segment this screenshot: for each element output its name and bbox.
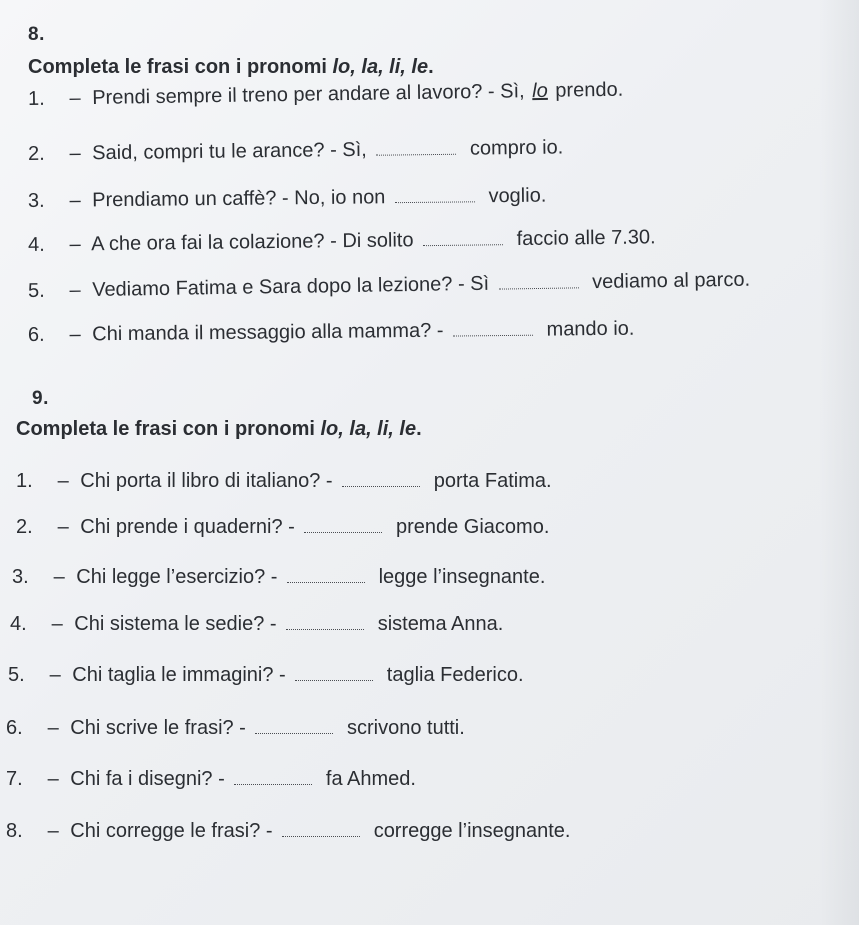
answer-blank[interactable] — [376, 142, 456, 156]
item-number: 4. — [27, 233, 45, 256]
item-number: 2. — [27, 142, 45, 165]
ex9-item-8 — [6, 820, 570, 843]
item-completion: taglia Federico. — [386, 664, 524, 686]
item-question: Chi manda il messaggio alla mamma? - — [92, 319, 444, 346]
item-completion: sistema Anna. — [377, 613, 504, 635]
item-question: Chi prende i quaderni? - — [80, 516, 295, 538]
item-dash: – — [51, 613, 63, 635]
ex8-item-2 — [28, 136, 564, 166]
answer-blank[interactable] — [282, 824, 360, 837]
item-dash: – — [57, 516, 69, 538]
exercise-8-instructions — [28, 56, 434, 79]
item-question: Chi sistema le sedie? - — [74, 613, 277, 635]
item-question: Said, compri tu le arance? - Sì, — [92, 138, 367, 165]
item-dash: – — [69, 323, 81, 346]
item-number: 3. — [27, 189, 45, 212]
item-number: 7. — [6, 768, 23, 790]
ex9-item-4 — [10, 613, 503, 636]
exercise-8-number: 8. — [28, 24, 45, 45]
answer-blank[interactable] — [395, 189, 475, 203]
answer-blank[interactable] — [342, 474, 420, 487]
answer-blank[interactable] — [453, 323, 533, 337]
item-question: Chi taglia le immagini? - — [72, 664, 286, 686]
item-completion: porta Fatima. — [433, 470, 552, 492]
item-question: Vediamo Fatima e Sara dopo la lezione? - Sì — [92, 272, 490, 301]
item-dash: – — [69, 87, 81, 110]
item-dash: – — [53, 566, 65, 588]
item-question: Chi corregge le frasi? - — [70, 820, 273, 842]
item-question: Chi scrive le frasi? - — [70, 717, 246, 739]
ex9-item-6 — [6, 717, 465, 740]
item-dash: – — [47, 768, 59, 790]
item-completion: prendo. — [555, 78, 624, 102]
instructions-period: . — [428, 56, 434, 78]
item-completion: scrivono tutti. — [346, 717, 465, 739]
item-number: 6. — [6, 717, 23, 739]
item-question: Chi fa i disegni? - — [70, 768, 225, 790]
item-completion: legge l’insegnante. — [378, 566, 546, 588]
item-completion: vediamo al parco. — [592, 268, 751, 294]
item-dash: – — [47, 717, 59, 739]
answer-blank[interactable] — [234, 772, 312, 785]
item-dash: – — [69, 189, 81, 212]
item-dash: – — [69, 233, 81, 256]
answer-blank[interactable] — [423, 232, 503, 246]
page-edge-shadow — [819, 0, 859, 925]
item-question: Prendi sempre il treno per andare al lavoro? - Sì, — [92, 80, 525, 109]
item-number: 1. — [16, 470, 33, 492]
ex8-item-6 — [28, 318, 635, 347]
ex8-item-3 — [28, 185, 547, 213]
item-dash: – — [69, 279, 81, 302]
instructions-text: Completa le frasi con i pronomi — [16, 418, 321, 440]
item-number: 5. — [8, 664, 25, 686]
item-completion: fa Ahmed. — [325, 768, 416, 790]
item-dash: – — [57, 470, 69, 492]
item-completion: compro io. — [469, 136, 564, 160]
handwritten-answer: lo — [532, 79, 548, 103]
item-number: 4. — [10, 613, 27, 635]
item-number: 2. — [16, 516, 33, 538]
item-completion: faccio alle 7.30. — [516, 226, 656, 251]
item-question: Chi porta il libro di italiano? - — [80, 470, 333, 492]
instructions-pronouns: lo, la, li, le — [320, 418, 417, 440]
item-dash: – — [47, 820, 59, 842]
ex9-item-1 — [16, 470, 552, 493]
answer-blank[interactable] — [287, 570, 365, 583]
item-dash: – — [69, 142, 81, 165]
answer-blank[interactable] — [499, 275, 579, 289]
answer-blank[interactable] — [295, 668, 373, 681]
ex9-item-3 — [12, 566, 545, 589]
item-number: 1. — [27, 87, 45, 110]
ex9-item-7 — [6, 768, 416, 791]
ex9-item-2 — [16, 516, 549, 539]
item-completion: prende Giacomo. — [395, 516, 550, 538]
item-question: Chi legge l’esercizio? - — [76, 566, 278, 588]
answer-blank[interactable] — [286, 617, 364, 630]
ex9-item-5 — [8, 664, 524, 687]
answer-blank[interactable] — [255, 721, 333, 734]
answer-blank[interactable] — [304, 520, 382, 533]
item-number: 8. — [6, 820, 23, 842]
instructions-text: Completa le frasi con i pronomi — [28, 56, 333, 78]
instructions-pronouns: lo, la, li, le — [332, 56, 429, 78]
item-number: 5. — [27, 279, 45, 302]
ex8-item-4 — [28, 226, 656, 257]
item-question: A che ora fai la colazione? - Di solito — [90, 229, 414, 256]
item-completion: corregge l’insegnante. — [373, 820, 571, 842]
item-number: 6. — [27, 323, 45, 346]
item-completion: voglio. — [488, 184, 547, 208]
item-dash: – — [49, 664, 61, 686]
item-number: 3. — [12, 566, 29, 588]
exercise-9-instructions — [16, 418, 422, 441]
item-question: Prendiamo un caffè? - No, io non — [92, 186, 386, 212]
exercise-9-number: 9. — [32, 388, 49, 409]
item-completion: mando io. — [546, 317, 635, 341]
ex8-item-5 — [28, 269, 750, 303]
ex8-item-1 — [28, 79, 624, 111]
instructions-period: . — [416, 418, 422, 440]
